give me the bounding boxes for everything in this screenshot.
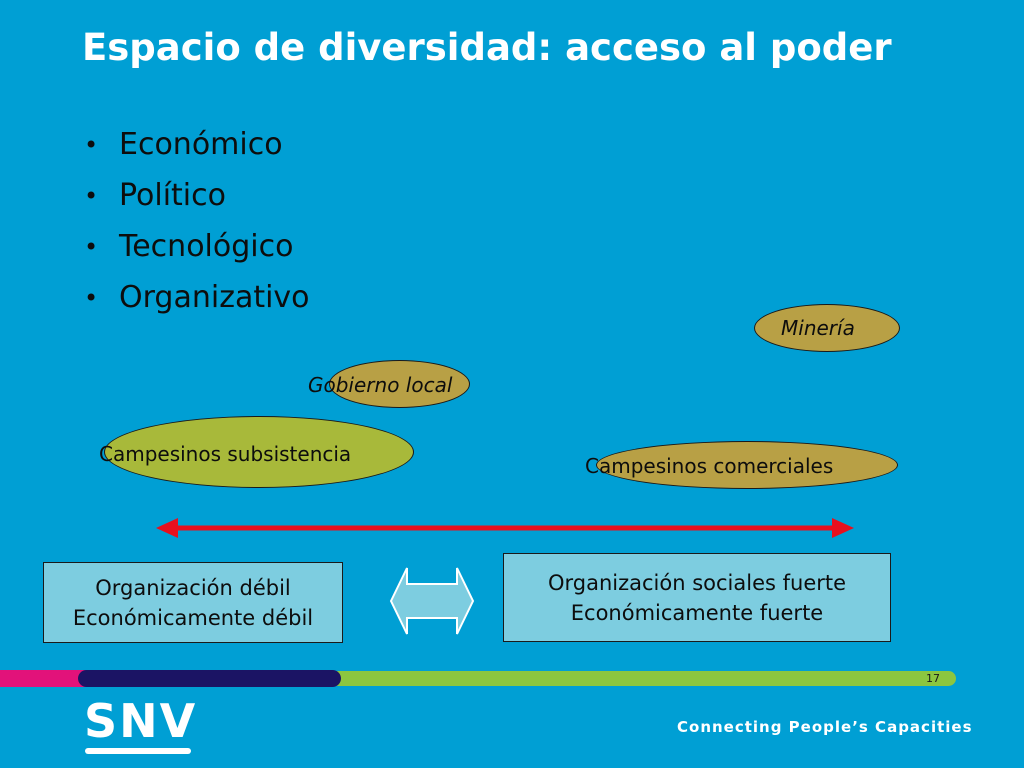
bullet-dot-icon: • xyxy=(84,284,99,312)
red-double-arrow-icon xyxy=(150,512,860,544)
page-number: 17 xyxy=(926,672,940,685)
bullet-list xyxy=(84,122,310,326)
hollow-double-arrow-icon xyxy=(389,566,475,636)
snv-logo-underline xyxy=(85,748,191,754)
box-organizacion-debil xyxy=(43,562,343,643)
bullet-text: Político xyxy=(119,178,226,213)
bullet-dot-icon: • xyxy=(84,182,99,210)
box-organizacion-fuerte xyxy=(503,553,891,642)
bullet-text: Tecnológico xyxy=(119,229,294,264)
snv-logo: SNV xyxy=(84,694,198,748)
label-campesinos-comerciales: Campesinos comerciales xyxy=(585,454,834,478)
box-right-line-1: Organización sociales fuerte xyxy=(547,570,847,595)
slide-title: Espacio de diversidad: acceso al poder xyxy=(82,26,892,69)
box-left-line-2: Económicamente débil xyxy=(72,605,314,630)
bullet-item xyxy=(84,122,310,173)
bullet-item xyxy=(84,275,310,326)
footer-tagline: Connecting People’s Capacities xyxy=(677,718,973,736)
box-left-line-1: Organización débil xyxy=(95,575,291,600)
bullet-item xyxy=(84,224,310,275)
box-right-line-2: Económicamente fuerte xyxy=(570,600,824,625)
label-campesinos-subsistencia: Campesinos subsistencia xyxy=(99,442,352,466)
bullet-dot-icon: • xyxy=(84,131,99,159)
label-gobierno-local: Gobierno local xyxy=(308,373,453,397)
label-mineria: Minería xyxy=(781,316,855,340)
bullet-item xyxy=(84,173,310,224)
footer-band-navy xyxy=(78,670,341,687)
bullet-dot-icon: • xyxy=(84,233,99,261)
bullet-text: Organizativo xyxy=(119,280,310,315)
footer-band-green xyxy=(320,671,956,686)
bullet-text: Económico xyxy=(119,127,283,162)
